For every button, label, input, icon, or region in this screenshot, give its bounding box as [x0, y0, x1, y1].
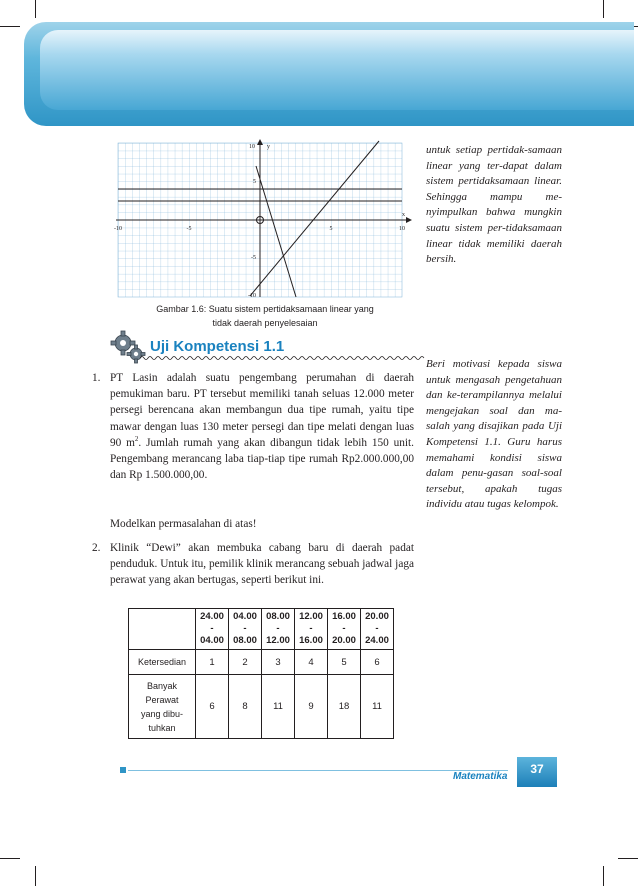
crop-mark [35, 866, 36, 886]
crop-mark [618, 858, 638, 859]
schedule-table [128, 608, 394, 739]
axis-label-y: y [267, 144, 270, 150]
tick-y-neg5: -5 [251, 255, 256, 261]
table-cell: 1 [196, 650, 229, 675]
table-header-cell: 16.00 - 20.00 [328, 609, 361, 650]
table-row [129, 675, 394, 739]
table-row-label: Ketersedian [129, 650, 196, 675]
footer-subject: Matematika [453, 771, 508, 782]
tick-y-5: 5 [253, 179, 256, 185]
crop-mark [0, 858, 20, 859]
table-cell: 2 [229, 650, 262, 675]
table-cell: 18 [328, 675, 361, 739]
table-cell: 3 [262, 650, 295, 675]
problem-1-number: 1. [92, 372, 101, 384]
table-row-label: Banyak Perawat yang dibu- tuhkan [129, 675, 196, 739]
tick-x-5: 5 [329, 226, 333, 232]
table-header-row [129, 609, 394, 650]
figure-caption-1: Gambar 1.6: Suatu sistem pertidaksamaan linear yang [156, 304, 374, 314]
tick-x-10: 10 [399, 226, 405, 232]
table-cell: 6 [196, 675, 229, 739]
inequality-graph [100, 138, 420, 300]
problem-1-text [110, 370, 414, 483]
table-cell: 11 [361, 675, 394, 739]
x-axis-arrow [406, 217, 412, 223]
figure-caption-2: tidak daerah penyelesaian [212, 318, 318, 328]
table-header-cell: 08.00 - 12.00 [262, 609, 295, 650]
tick-y-10: 10 [249, 144, 255, 150]
table-corner-cell [129, 609, 196, 650]
tick-y-neg10: -10 [248, 293, 256, 299]
problem-1-text-a: PT Lasin adalah suatu pengembang perumahan di daerah pemukiman baru. PT tersebut memiliki tanah seluas 12.000 meter persegi berencana akan membangun dua tipe rumah, yaitu tipe mawar dengan luas 130 meter persegi dan tipe melati dengan luas 90 m [110, 372, 414, 449]
table-cell: 11 [262, 675, 295, 739]
table-cell: 6 [361, 650, 394, 675]
table-header-cell: 20.00 - 24.00 [361, 609, 394, 650]
footer-rule [128, 770, 508, 771]
tick-x-neg5: -5 [186, 226, 192, 232]
side-note-1: untuk setiap pertidak-samaan linear yang ter-dapat dalam sistem pertidaksamaan linear. Sehingga mampu me-nyimpulkan bahwa mungkin suatu sistem per-tidaksamaan linear tidak memiliki daerah bersih. [426, 144, 562, 266]
tick-x-neg10: -10 [114, 226, 122, 232]
table-cell: 4 [295, 650, 328, 675]
table-header-cell: 24.00 - 04.00 [196, 609, 229, 650]
problem-2-text: Klinik “Dewi” akan membuka cabang baru di daerah padat penduduk. Untuk itu, pemilik klinik merancang sebuah jadwal jaga perawat yang akan bertugas, seperti berikut ini. [110, 542, 414, 587]
y-axis-arrow [257, 139, 263, 145]
problem-1-text-b: . Jumlah rumah yang akan dibangun tidak lebih 150 unit. Pengembang merancang laba tiap-tiap tipe rumah Rp2.000.000,00 dan Rp 1.500.000,00. [110, 436, 414, 482]
table-row [129, 650, 394, 675]
footer-dot [120, 767, 126, 773]
problem-1-sup: 2 [134, 435, 139, 444]
table-cell: 9 [295, 675, 328, 739]
title-underline [140, 355, 425, 361]
crop-mark [0, 26, 20, 27]
problem-2-number: 2. [92, 542, 101, 554]
table-cell: 5 [328, 650, 361, 675]
axis-label-x: x [402, 212, 405, 218]
table-cell: 8 [229, 675, 262, 739]
side-note-2: Beri motivasi kepada siswa untuk mengasah pengetahuan dan ke-terampilannya melalui mengejakan soal dan ma-salah yang disajikan pada Uji Kompetensi 1.1. Guru harus memahami kondisi siswa dalam penu-gasan soal-soal tersebut, apakah tugas individu atau tugas kelompok. [426, 358, 562, 511]
header-band-inner [40, 30, 634, 110]
crop-mark [35, 0, 36, 18]
crop-mark [603, 866, 604, 886]
problem-1-question: Modelkan permasalahan di atas! [110, 518, 257, 530]
table-header-cell: 12.00 - 16.00 [295, 609, 328, 650]
page-number: 37 [530, 762, 544, 776]
crop-mark [603, 0, 604, 18]
section-title: Uji Kompetensi 1.1 [150, 338, 285, 355]
table-header-cell: 04.00 - 08.00 [229, 609, 262, 650]
